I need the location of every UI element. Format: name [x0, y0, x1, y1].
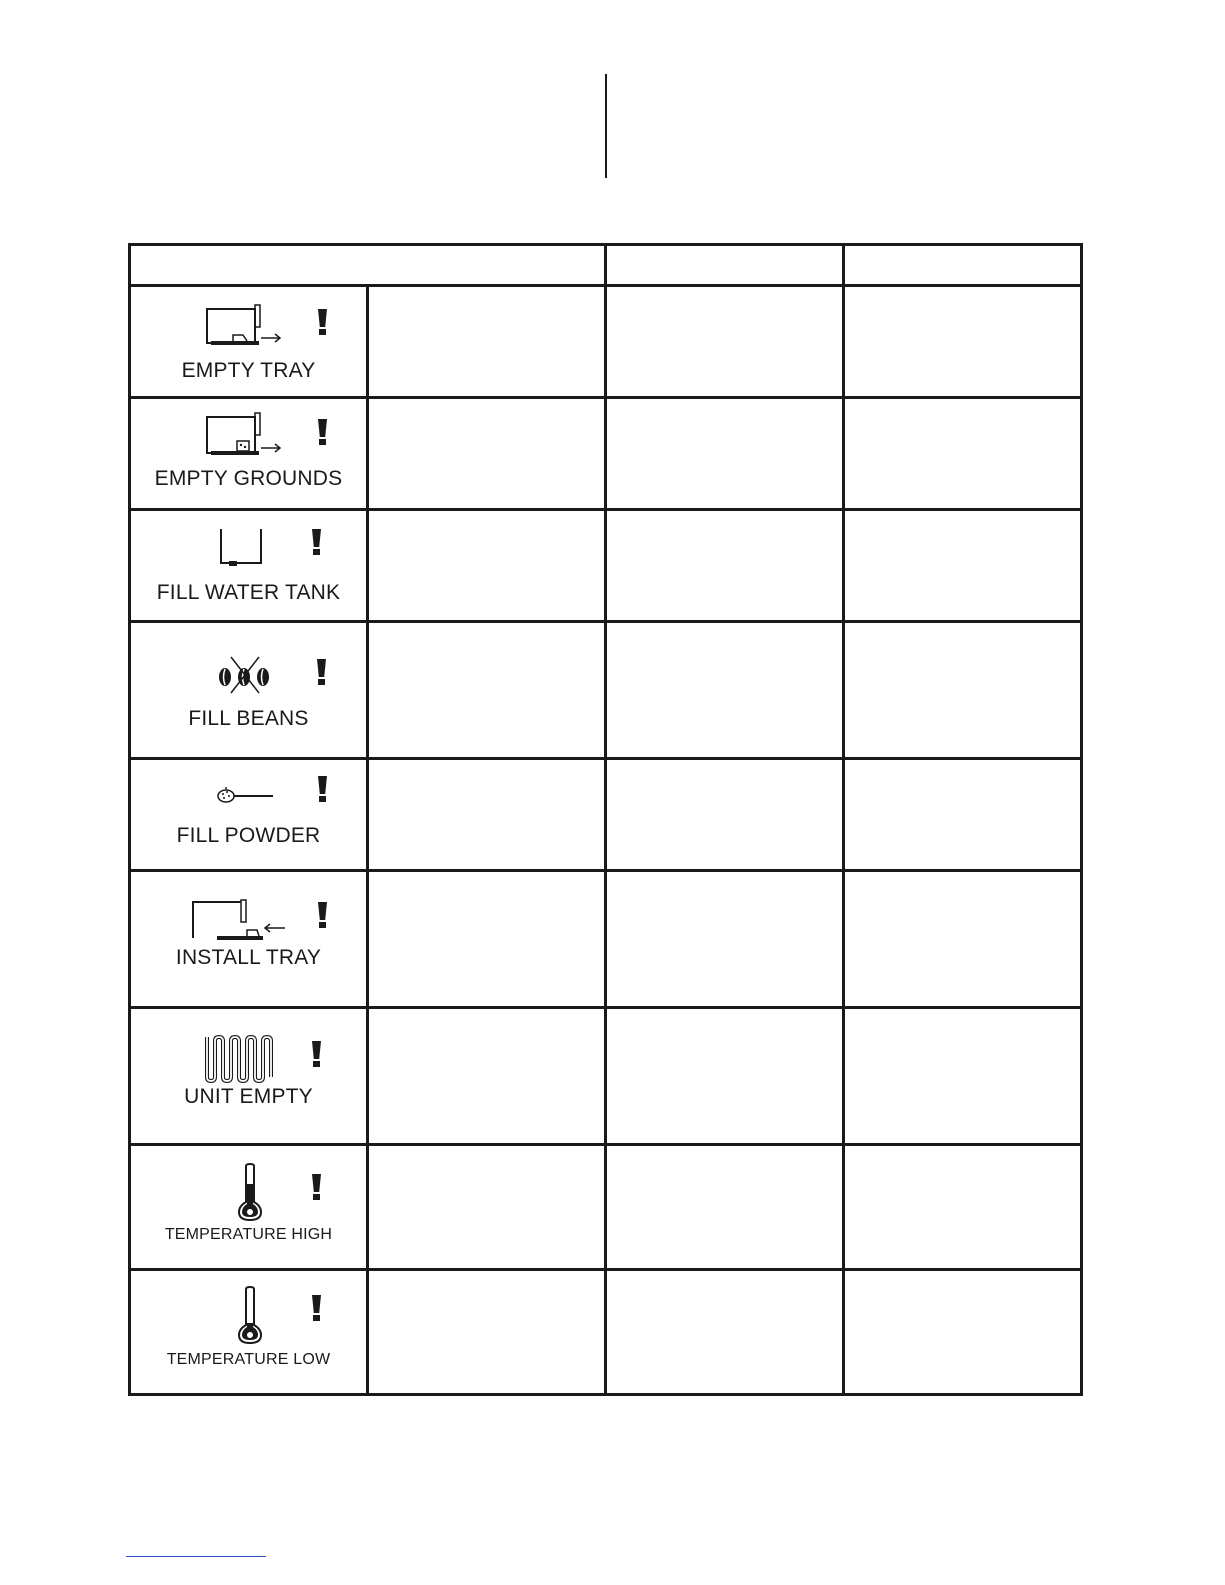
header-cell-message: [130, 245, 606, 286]
message-cell: [130, 1270, 368, 1395]
drip-tray-in-icon: [189, 898, 289, 944]
coffee-beans-crossed-icon: [215, 651, 275, 695]
message-label: FILL WATER TANK: [156, 581, 341, 604]
exclamation-icon: [317, 659, 326, 685]
drip-tray-out-icon: [203, 303, 283, 347]
table-cell: [368, 1008, 606, 1145]
table-cell: [844, 1008, 1082, 1145]
table-row: [130, 1145, 1082, 1270]
thermometer-high-icon: [235, 1162, 265, 1222]
table-cell: [844, 1145, 1082, 1270]
message-label: INSTALL TRAY: [175, 946, 322, 969]
message-label: UNIT EMPTY: [184, 1085, 313, 1108]
table-cell: [606, 1008, 844, 1145]
table-cell: [844, 398, 1082, 510]
table-cell: [844, 1270, 1082, 1395]
message-label: FILL POWDER: [176, 824, 321, 847]
table-cell: [606, 871, 844, 1008]
table-row: [130, 1270, 1082, 1395]
table-cell: [368, 510, 606, 622]
table-cell: [844, 871, 1082, 1008]
footer-link-underline: [126, 1556, 266, 1557]
header-cell-cause: [606, 245, 844, 286]
exclamation-icon: [318, 902, 327, 928]
powder-scoop-icon: [215, 774, 275, 814]
grounds-container-out-icon: [203, 411, 283, 459]
message-cell: [130, 759, 368, 871]
table-cell: [368, 759, 606, 871]
message-cell: [130, 1145, 368, 1270]
exclamation-icon: [312, 1174, 321, 1200]
table-cell: [368, 871, 606, 1008]
exclamation-icon: [312, 1041, 321, 1067]
table-cell: [606, 510, 844, 622]
message-label: TEMPERATURE LOW: [166, 1351, 331, 1368]
exclamation-icon: [312, 1295, 321, 1321]
table-cell: [606, 398, 844, 510]
table-row: [130, 398, 1082, 510]
message-label: FILL BEANS: [188, 707, 309, 730]
table-row: [130, 1008, 1082, 1145]
top-column-divider: [605, 74, 607, 178]
table-cell: [606, 622, 844, 759]
table-cell: [606, 1145, 844, 1270]
header-cell-remedy: [844, 245, 1082, 286]
table-cell: [368, 398, 606, 510]
table-cell: [844, 759, 1082, 871]
exclamation-icon: [318, 309, 327, 335]
exclamation-icon: [318, 776, 327, 802]
table-cell: [606, 759, 844, 871]
table-row: [130, 759, 1082, 871]
message-cell: [130, 871, 368, 1008]
table-cell: [368, 1145, 606, 1270]
display-messages-table: [128, 243, 1083, 1396]
message-cell: [130, 510, 368, 622]
exclamation-icon: [312, 529, 321, 555]
table-row: [130, 286, 1082, 398]
message-cell: [130, 622, 368, 759]
message-cell: [130, 286, 368, 398]
table-cell: [368, 622, 606, 759]
message-label: TEMPERATURE HIGH: [164, 1226, 333, 1243]
heating-coil-icon: [203, 1033, 279, 1083]
table-row: [130, 871, 1082, 1008]
message-cell: [130, 398, 368, 510]
table-cell: [368, 286, 606, 398]
table-row: [130, 510, 1082, 622]
table-cell: [368, 1270, 606, 1395]
table-cell: [844, 510, 1082, 622]
table-row: [130, 622, 1082, 759]
table-cell: [606, 1270, 844, 1395]
table-cell: [606, 286, 844, 398]
message-cell: [130, 1008, 368, 1145]
exclamation-icon: [318, 419, 327, 445]
message-label: EMPTY GROUNDS: [154, 467, 343, 490]
table-header-row: [130, 245, 1082, 286]
water-tank-icon: [217, 525, 267, 571]
thermometer-low-icon: [235, 1285, 265, 1345]
table-cell: [844, 286, 1082, 398]
table-cell: [844, 622, 1082, 759]
message-label: EMPTY TRAY: [181, 359, 316, 382]
